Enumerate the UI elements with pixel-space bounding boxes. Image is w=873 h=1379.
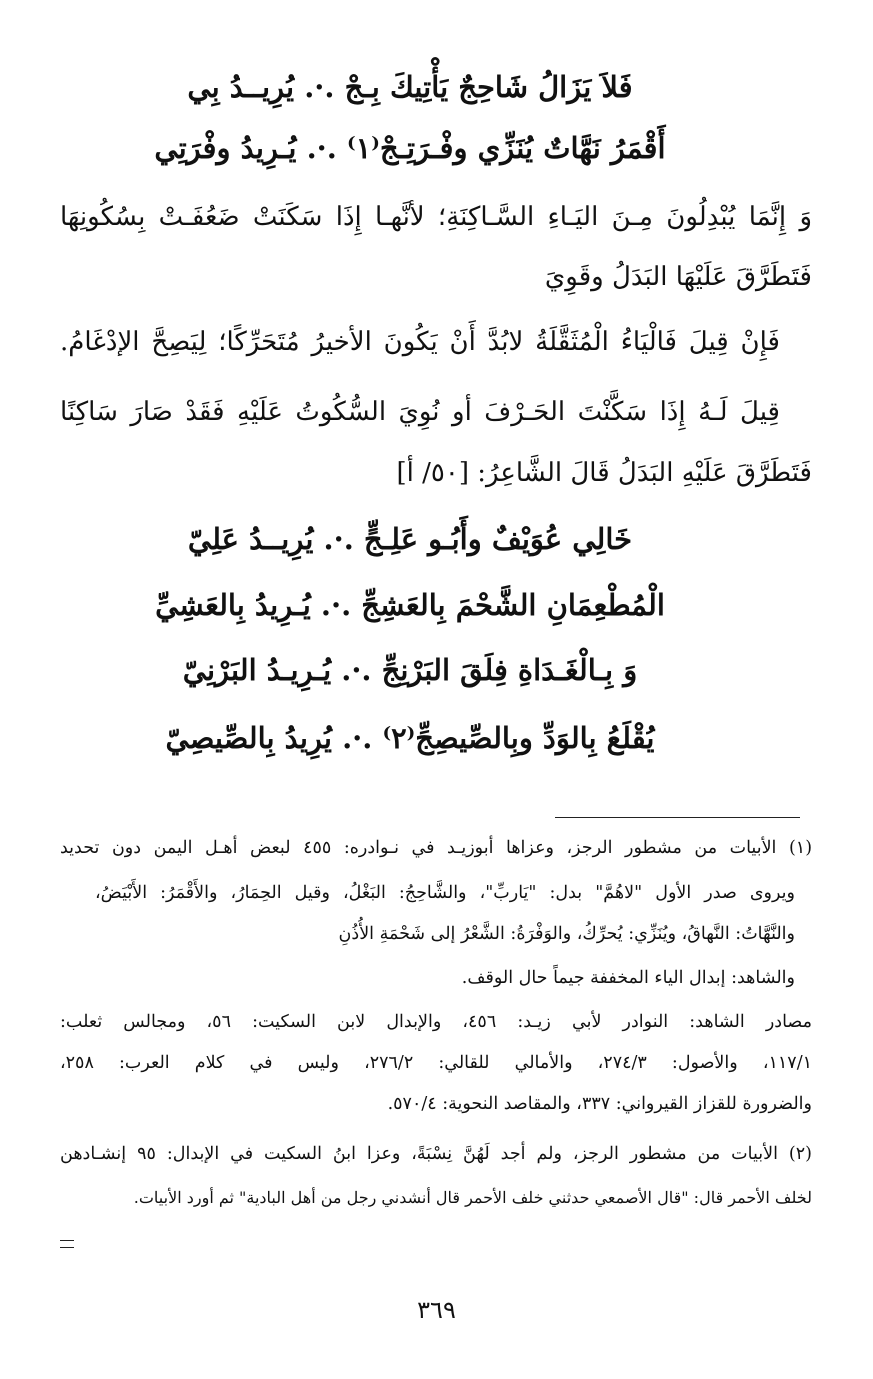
footnote-separator (555, 817, 800, 818)
footnote-1-sources-line-3: والضرورة للقزاز القيرواني: ٣٣٧، والمقاصد النحوية: ٥٧٠/٤. (387, 1094, 812, 1114)
footnote-1-line-4: والشاهد: إبدال الياء المخففة جيماً حال الوقف. (461, 968, 795, 988)
footnote-2-line-2: لخلف الأحمر قال: "قال الأصمعي حدثني خلف الأحمر قال أنشدني رجل من أهل البادية" ثم أورد الأبيات. (133, 1188, 812, 1207)
page-number: ٣٦٩ (417, 1296, 456, 1324)
prose-line-3: فَإِنْ قِيلَ فَالْيَاءُ الْمُثَقَّلَةُ لابُدَّ أَنْ يَكُونَ الأخيرُ مُتَحَرِّكًا؛ لِيَصِحَّ الإدْغَامُ. (60, 327, 780, 357)
prose-line-1: وَ إِنَّمَا يُبْدِلُونَ مِـنَ اليَـاءِ السَّـاكِنَةِ؛ لأنَّهـا إِذَا سَكَنَتْ ضَعُفَـتْ بِسُكُونِهَا (60, 202, 812, 232)
verse-line-4: الْمُطْعِمَانِ الشَّحْمَ بِالعَشِجِّ .·. يُـرِيدُ بِالعَشِيِّ (155, 588, 665, 622)
footnote-2-line-1: (٢) الأبيات من مشطور الرجز، ولم أجد لَهُنَّ نِسْبَةً، وعزا ابنُ السكيت في الإبدال: ٩٥ إنشـادهن (60, 1144, 812, 1164)
verse-line-2: أَقْمَرُ نَهَّاتٌ يُنَزِّي وفْـرَتِـجْ⁽١⁾ .·. يُـرِيدُ وفْرَتِي (154, 131, 666, 165)
footnote-1-sources-line-1: مصادر الشاهد: النوادر لأبي زيـد: ٤٥٦، والإبدال لابن السكيت: ٥٦، ومجالس ثعلب: (60, 1012, 812, 1032)
prose-line-4: قِيلَ لَـهُ إِذَا سَكَّنْتَ الحَـرْفَ أو نُوِيَ السُّكُوتُ عَلَيْهِ فَقَدْ صَارَ سَاكِنًا (60, 397, 780, 427)
footnote-1-sources-line-2: ١١٧/١، والأصول: ٢٧٤/٣، والأمالي للقالي: ٢٧٦/٢، وليس في كلام العرب: ٢٥٨، (60, 1053, 812, 1073)
verse-line-1: فَلاَ يَزَالُ شَاحِجٌ يَأْتِيكَ بِـجْ .·. يُرِيــدُ بِي (187, 70, 633, 104)
footnote-1-line-1: (١) الأبيات من مشطور الرجز، وعزاها أبوزيـد في نـوادره: ٤٥٥ لبعض أهـل اليمن دون تحديد (60, 838, 813, 858)
verse-line-5: وَ بِـالْغَـدَاةِ فِلَقَ البَرْنِجِّ .·. يُـرِيـدُ البَرْنِيّ (182, 653, 638, 687)
verse-line-6: يُقْلَعُ بِالوَدِّ وبِالصِّيصِجِّ⁽٢⁾ .·. يُرِيدُ بِالصِّيصِيّ (165, 721, 655, 755)
prose-line-2: فَتَطَرَّقَ عَلَيْهَا البَدَلُ وقَوِيَ (544, 262, 812, 292)
continuation-mark (60, 1240, 74, 1248)
prose-line-5: فَتَطَرَّقَ عَلَيْهِ البَدَلُ قَالَ الشَّاعِرُ: [٥٠/ أ] (396, 458, 812, 488)
footnote-1-line-2: ويروى صدر الأول "لاهُمَّ" بدل: "يَاربِّ"، والشَّاحِجُ: البَغْلُ، وقيل الحِمَارُ، والأَقْمَرُ: الأَبْيَضُ، (95, 883, 795, 903)
footnote-1-line-3: والنَّهَّاتُ: النَّهاقُ، ويُنَزِّي: يُحرِّكُ، والوَفْرَةُ: الشَّعْرُ إلى شَحْمَةِ الأُذُنِ (338, 924, 795, 944)
verse-line-3: خَالِي عُوَيْفٌ وأَبُـو عَلِـجٍّ .·. يُرِيــدُ عَلِيّ (187, 522, 633, 556)
